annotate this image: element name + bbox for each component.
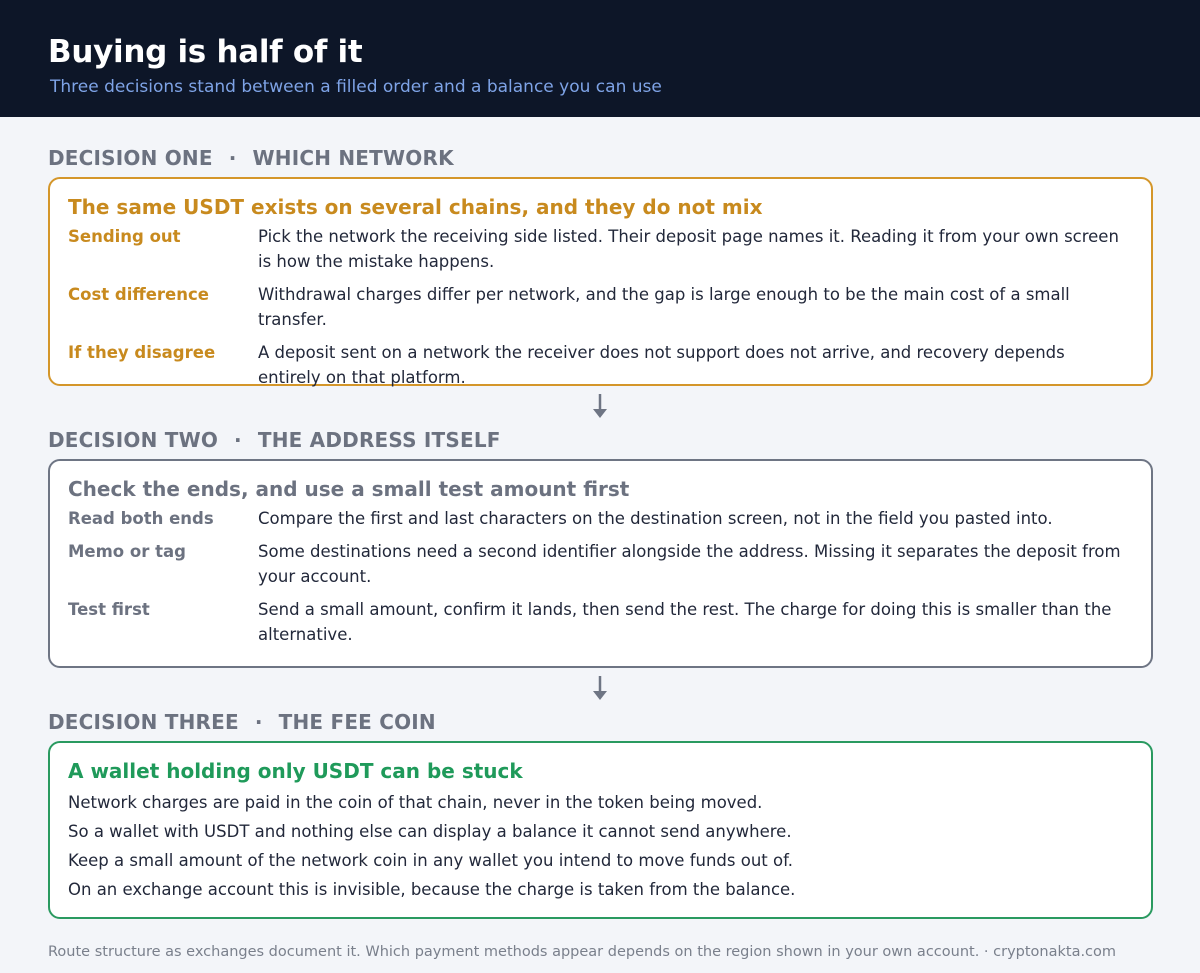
row-label: Cost difference (68, 285, 209, 304)
card-line: So a wallet with USDT and nothing else can display a balance it cannot send anywhere. (68, 822, 792, 841)
decision-three-heading (48, 710, 436, 734)
row-label: If they disagree (68, 343, 216, 362)
row-text: Compare the first and last characters on the destination screen, not in the field you pasted into. (258, 509, 1053, 528)
row-text: A deposit sent on a network the receiver does not support does not arrive, and recovery depends entirely on that platform. (258, 343, 1065, 387)
decision-one-card (48, 177, 1153, 386)
card-row (68, 597, 1131, 647)
card-line: Keep a small amount of the network coin in any wallet you intend to move funds out of. (68, 851, 793, 870)
footer-note: Route structure as exchanges document it. Which payment methods appear depends on the region shown in your own account. · cryptonakta.com (48, 944, 1117, 960)
decision-topic: WHICH NETWORK (252, 146, 454, 170)
row-text: Pick the network the receiving side listed. Their deposit page names it. Reading it from your own screen is how the mistake happens. (258, 227, 1119, 271)
row-text: Some destinations need a second identifier alongside the address. Missing it separates the deposit from your account. (258, 542, 1121, 586)
card-row (68, 282, 1131, 332)
decision-label: DECISION THREE (48, 710, 239, 734)
header-banner (0, 0, 1200, 117)
page-title: Buying is half of it (48, 34, 363, 70)
card-row (68, 224, 1131, 274)
page-subtitle: Three decisions stand between a filled order and a balance you can use (50, 77, 662, 97)
decision-two-heading (48, 428, 501, 452)
card-row (68, 340, 1131, 390)
row-label: Memo or tag (68, 542, 186, 561)
separator-dot: · (228, 146, 237, 170)
row-label: Read both ends (68, 509, 214, 528)
decision-two-card (48, 459, 1153, 668)
decision-one-heading (48, 146, 454, 170)
down-arrow-icon (591, 393, 609, 419)
decision-topic: THE ADDRESS ITSELF (257, 428, 501, 452)
card-title: Check the ends, and use a small test amount first (68, 477, 630, 501)
card-title: A wallet holding only USDT can be stuck (68, 759, 523, 783)
row-label: Test first (68, 600, 150, 619)
card-row (68, 539, 1131, 589)
row-text: Send a small amount, confirm it lands, then send the rest. The charge for doing this is smaller than the alternative. (258, 600, 1112, 644)
card-line: On an exchange account this is invisible, because the charge is taken from the balance. (68, 880, 796, 899)
decision-label: DECISION TWO (48, 428, 219, 452)
card-row (68, 506, 1131, 531)
card-title: The same USDT exists on several chains, and they do not mix (68, 195, 763, 219)
separator-dot: · (254, 710, 263, 734)
row-label: Sending out (68, 227, 181, 246)
decision-topic: THE FEE COIN (278, 710, 436, 734)
down-arrow-icon (591, 675, 609, 701)
row-text: Withdrawal charges differ per network, and the gap is large enough to be the main cost of a small transfer. (258, 285, 1070, 329)
decision-label: DECISION ONE (48, 146, 213, 170)
decision-three-card (48, 741, 1153, 919)
separator-dot: · (234, 428, 242, 452)
card-line: Network charges are paid in the coin of that chain, never in the token being moved. (68, 793, 763, 812)
